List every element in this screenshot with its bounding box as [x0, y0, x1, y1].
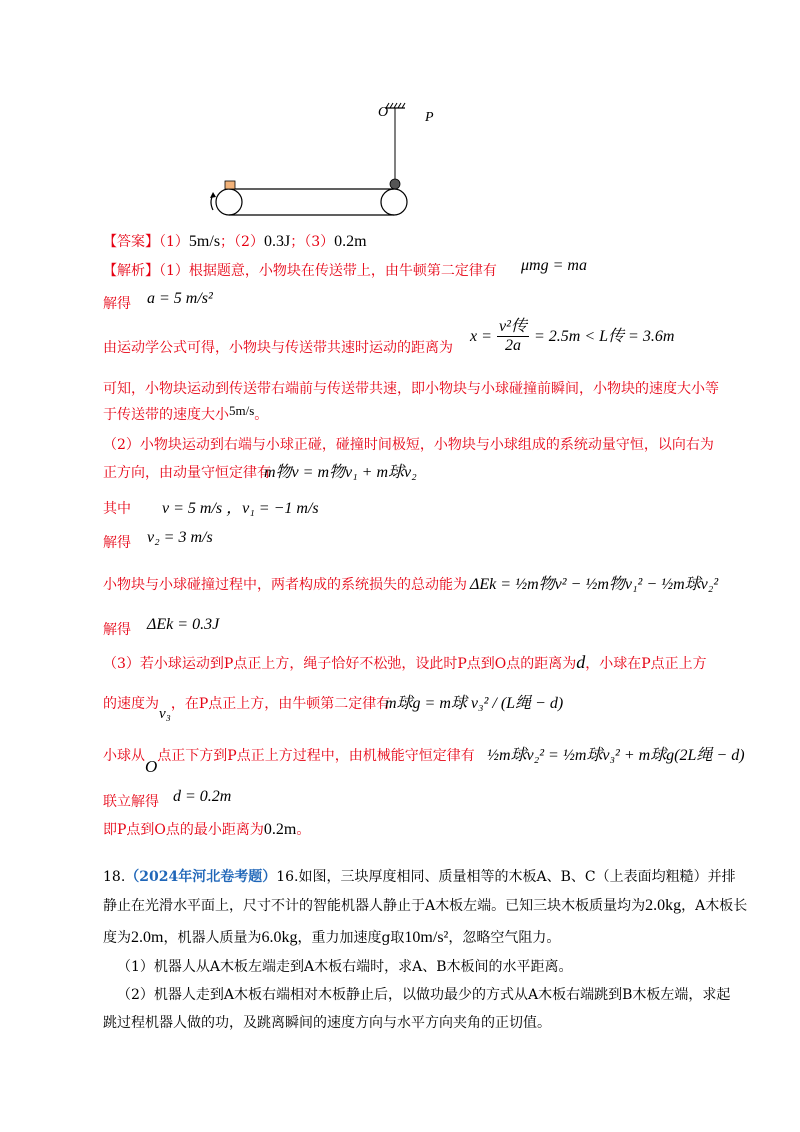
- right-pulley: [381, 189, 407, 215]
- label-o: O: [378, 105, 389, 120]
- equation-9: ΔEk = 0.3J: [147, 616, 220, 633]
- ball: [390, 179, 400, 189]
- question-18-line-1: 18.（2024年河北卷考题）16.如图，三块厚度相同、质量相等的木板A、B、C（上表面均粗糙）并排: [103, 869, 736, 885]
- analysis-tag: 【解析】: [103, 263, 159, 279]
- equation-2: a = 5 m/s²: [147, 290, 213, 307]
- equation-10: m球g = m球 v₃² / (L绳 − d): [385, 695, 564, 712]
- equation-7: v₂ = 3 m/s: [147, 529, 213, 546]
- equation-1: μmg = ma: [521, 257, 587, 274]
- question-part-2: （2）机器人走到A木板右端相对木板静止后，以做功最少的方式从A木板右端跳到B木板左端，求起: [117, 987, 731, 1003]
- equation-3: x = $\frac{\text{v²传}}{2a}$ = 2.5m < L传 = 3.6m: [470, 318, 675, 354]
- analysis-line-1: 【解析】（1）根据题意，小物块在传送带上，由牛顿第二定律有: [103, 263, 497, 279]
- label-p: P: [425, 110, 434, 125]
- equation-11: ½m球v₂² = ½m球v₃² + m球g(2L绳 − d): [487, 747, 745, 764]
- equation-12: d = 0.2m: [173, 788, 232, 805]
- equation-5: m物v = m物v₁ + m球v₂: [264, 464, 417, 481]
- equation-6: v = 5 m/s ，v₁ = −1 m/s: [162, 500, 319, 517]
- left-pulley: [216, 189, 242, 215]
- question-source: （2024年河北卷考题）: [125, 869, 277, 885]
- equation-8: ΔEk = ½m物v² − ½m物v₁² − ½m球v₂²: [470, 576, 719, 593]
- question-part-1: （1）机器人从A木板左端走到A木板右端时，求A、B木板间的水平距离。: [117, 959, 573, 975]
- answer-tag: 【答案】: [103, 234, 159, 250]
- block: [225, 181, 235, 189]
- answer-line: 【答案】（1）5m/s；（2）0.3J；（3）0.2m: [103, 233, 367, 250]
